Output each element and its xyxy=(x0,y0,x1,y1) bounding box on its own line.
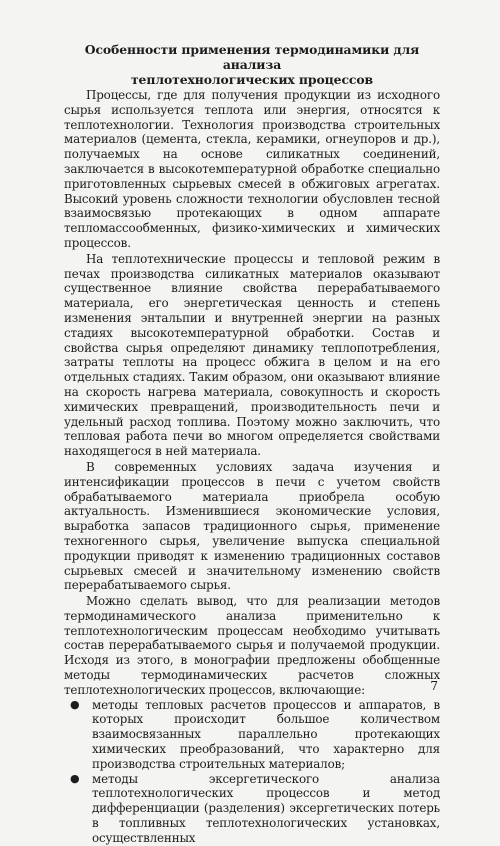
paragraph-1: Процессы, где для получения продукции из исходного сырья используется теплота или энергия, относятся к теплотехнологии. Технология производства строительных материалов (цемента, стекла, керамики, огнеупоров и др.), получаемых на основе силикатных соединений, заключается в высокотемпературной обработке специально приготовленных сырьевых смесей в обжиговых агрегатах. Высокий уровень сложности технологии обусловлен тесной взаимосвязью протекающих в одном аппарате тепломассообменных, физико-химических и химических процессов. xyxy=(64,88,440,250)
section-title-line-1: Особенности применения термодинамики для анализа xyxy=(84,42,420,72)
list-item-text: методы тепловых расчетов процессов и аппаратов, в которых происходит большое количеством взаимосвязанных параллельно протекающих химических преобразований, что характерно для производства строительных материалов; xyxy=(92,697,440,771)
bullet-icon: ● xyxy=(70,771,80,785)
paragraph-4: Можно сделать вывод, что для реализации методов термодинамического анализа применительно к теплотехнологическим процессам необходимо учитывать состав перерабатываемого сырья и получаемой продукции. Исходя из этого, в монографии предложены обобщенные методы термодинамических расчетов сложных теплотехнологических процессов, включающие: xyxy=(64,594,440,697)
bullet-icon: ● xyxy=(70,697,80,711)
paragraph-3: В современных условиях задача изучения и интенсификации процессов в печи с учетом свойств обрабатываемого материала приобрела особую актуальность. Изменившиеся экономические условия, выработка запасов традиционного сырья, применение техногенного сырья, увеличение выпуска специальной продукции приводят к изменению традиционных составов сырьевых смесей и значительному изменению свойств перерабатываемого сырья. xyxy=(64,459,440,593)
section-title xyxy=(64,42,440,87)
page-number: 7 xyxy=(430,679,438,693)
section-title-line-2: теплотехнологических процессов xyxy=(130,72,374,87)
list-item-text: методы эксергетического анализа теплотехнологических процессов и метод дифференциации (разделения) эксергетических потерь в топливных теплотехнологических установках, осуществленных xyxy=(92,771,440,845)
list-item xyxy=(70,771,440,846)
methods-list xyxy=(64,698,440,846)
paragraph-2: На теплотехнические процессы и тепловой режим в печах производства силикатных материалов оказывают существенное влияние свойства перерабатываемого материала, его энергетическая ценность и степень изменения энтальпии и внутренней энергии на разных стадиях высокотемпературной обработки. Состав и свойства сырья определяют динамику теплопотребления, затраты теплоты на процесс обжига в целом и на его отдельных стадиях. Таким образом, они оказывают влияние на скорость нагрева материала, совокупность и скорость химических превращений, производительность печи и удельный расход топлива. Поэтому можно заключить, что тепловая работа печи во многом определяется свойствами находящегося в ней материала. xyxy=(64,251,440,459)
